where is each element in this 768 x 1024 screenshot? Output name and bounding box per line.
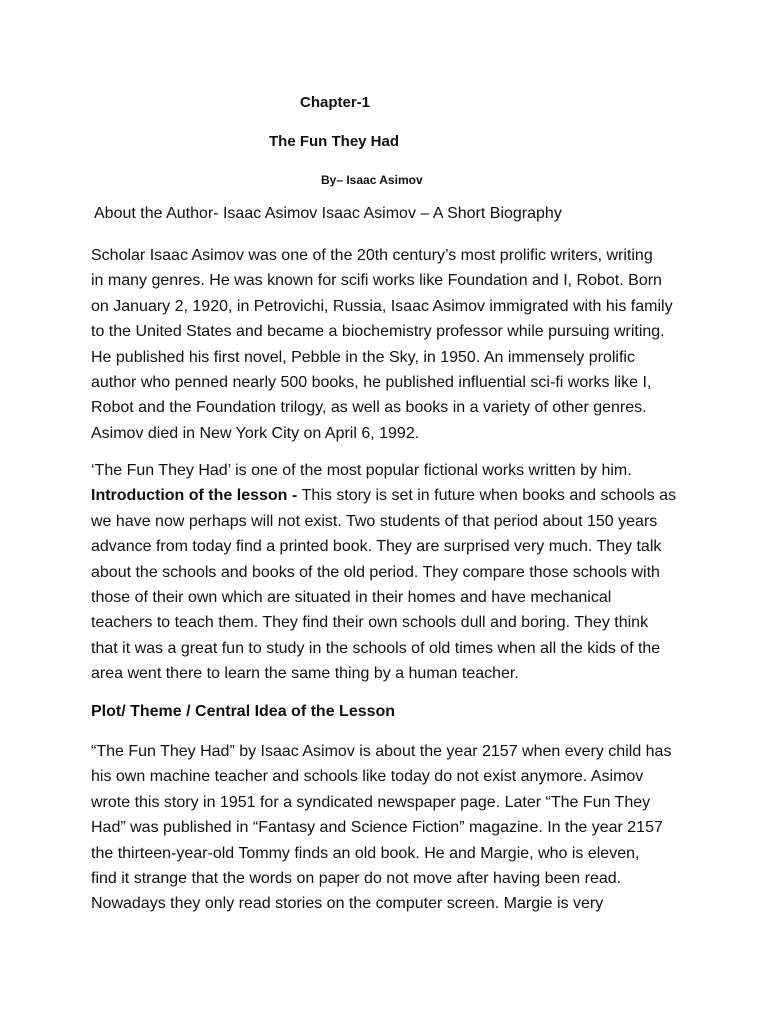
paragraph-line: the thirteen-year-old Tommy finds an old book. He and Margie, who is eleven, xyxy=(91,844,640,862)
paragraph-line: Scholar Isaac Asimov was one of the 20th century’s most prolific writers, writing xyxy=(91,247,653,264)
paragraph-line: area went there to learn the same thing by a human teacher. xyxy=(91,665,519,683)
about-author-heading: About the Author- Isaac Asimov Isaac Asimov – A Short Biography xyxy=(94,205,562,222)
paragraph-line: advance from today find a printed book. They are surprised very much. They talk xyxy=(91,538,662,556)
paragraph-line: He published his first novel, Pebble in the Sky, in 1950. An immensely prolific xyxy=(91,348,635,366)
paragraph-line: in many genres. He was known for scifi works like Foundation and I, Robot. Born xyxy=(91,272,662,290)
introduction-paragraph xyxy=(91,458,681,687)
paragraph-line xyxy=(91,483,681,508)
paragraph-line: to the United States and became a biochemistry professor while pursuing writing. xyxy=(91,323,665,341)
plot-theme-heading: Plot/ Theme / Central Idea of the Lesson xyxy=(91,703,396,720)
paragraph-line: we have now perhaps will not exist. Two students of that period about 150 years xyxy=(91,512,658,530)
paragraph-line: Robot and the Foundation trilogy, as well as books in a variety of other genres. xyxy=(91,399,647,417)
paragraph-line: author who penned nearly 500 books, he published influential sci-fi works like I, xyxy=(91,374,652,392)
paragraph-line: find it strange that the words on paper do not move after having been read. xyxy=(91,870,622,888)
plot-paragraph xyxy=(91,739,681,917)
introduction-first-line: This story is set in future when books and schools as xyxy=(301,487,677,505)
paragraph-line: Had” was published in “Fantasy and Science Fiction” magazine. In the year 2157 xyxy=(91,819,663,837)
paragraph-line: on January 2, 1920, in Petrovichi, Russia, Isaac Asimov immigrated with his family xyxy=(91,297,673,315)
paragraph-line: teachers to teach them. They find their own schools dull and boring. They think xyxy=(91,614,649,632)
author-byline: By– Isaac Asimov xyxy=(321,173,423,187)
paragraph-line: about the schools and books of the old period. They compare those schools with xyxy=(91,563,660,581)
lesson-title: The Fun They Had xyxy=(269,133,400,150)
paragraph-line: Asimov died in New York City on April 6, 1992. xyxy=(91,424,420,442)
biography-paragraph xyxy=(91,243,681,446)
paragraph-line: his own machine teacher and schools like today do not exist anymore. Asimov xyxy=(91,768,644,786)
introduction-label: Introduction of the lesson - xyxy=(91,487,302,505)
paragraph-line: ‘The Fun They Had’ is one of the most popular fictional works written by him. xyxy=(91,462,632,479)
paragraph-line: wrote this story in 1951 for a syndicated newspaper page. Later “The Fun They xyxy=(91,793,651,811)
paragraph-line: that it was a great fun to study in the schools of old times when all the kids of the xyxy=(91,639,661,657)
paragraph-line: “The Fun They Had” by Isaac Asimov is about the year 2157 when every child has xyxy=(91,743,672,760)
paragraph-line: Nowadays they only read stories on the computer screen. Margie is very xyxy=(91,895,604,913)
paragraph-line: those of their own which are situated in their homes and have mechanical xyxy=(91,589,612,607)
chapter-label: Chapter-1 xyxy=(300,94,371,111)
